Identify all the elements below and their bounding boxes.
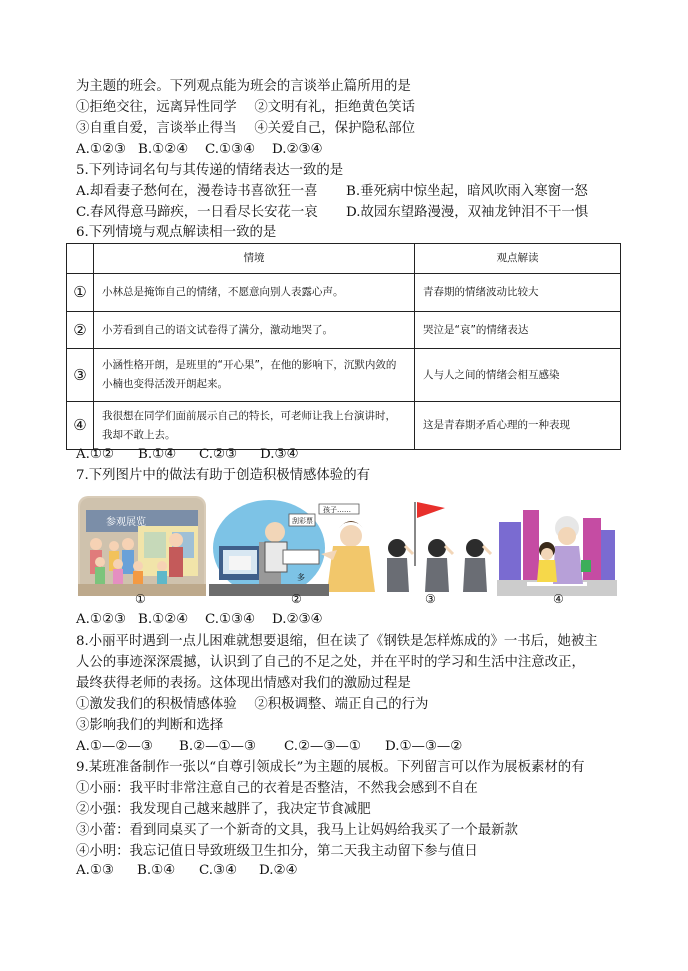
speech-bubble-text: 孩子…… <box>323 506 351 514</box>
row-num: ③ <box>67 349 94 402</box>
q6-option-d: D.③④ <box>260 447 299 462</box>
q4-option-c: C.①③④ <box>205 142 256 157</box>
q8-option-d: D.①—③—② <box>385 739 463 754</box>
q6-stem: 6.下列情境与观点解读相一致的是 <box>76 225 277 240</box>
q5-stem: 5.下列诗词名句与其传递的情绪表达一致的是 <box>76 163 344 178</box>
q9-item-4: ④小明：我忘记值日导致班级卫生扣分，第二天我主动留下参与值日 <box>76 844 478 859</box>
table-row <box>67 312 621 349</box>
q9-item-1: ①小丽：我平时非常注意自己的衣着是否整洁，不然我会感到不自在 <box>76 781 478 796</box>
row-view: 哭泣是“哀”的情绪表达 <box>415 312 621 349</box>
q6-option-a: A.①② <box>76 447 114 462</box>
row-situation: 小芳看到自己的语文试卷得了满分，激动地哭了。 <box>94 312 415 349</box>
row-view: 这是青春期矛盾心理的一种表现 <box>415 402 621 450</box>
q8-option-c: C.②—③—① <box>284 739 361 754</box>
exhibition-sign-text: 参观展览 <box>106 517 146 528</box>
table-row <box>67 274 621 312</box>
picture-caption-2: ② <box>291 592 302 606</box>
q4-option-b: B.①②④ <box>138 142 189 157</box>
q6-table-header <box>67 244 621 274</box>
q9-option-b: B.①④ <box>137 863 176 878</box>
q6-header-num <box>67 244 94 274</box>
q9-item-3: ③小蕾：看到同桌买了一个新奇的文具，我马上让妈妈给我买了一个最新款 <box>76 823 518 838</box>
picture-caption-3: ③ <box>425 592 436 606</box>
q4-option-a: A.①②③ <box>76 142 126 157</box>
q6-header-view: 观点解读 <box>415 244 621 274</box>
q9-item-2: ②小强：我发现自己越来越胖了，我决定节食减肥 <box>76 802 371 817</box>
helping-elder-picture <box>497 496 617 596</box>
q9-option-c: C.③④ <box>199 863 238 878</box>
q4-item-line-1: ①拒绝交往，远离异性同学 ②文明有礼，拒绝黄色笑话 <box>76 100 416 115</box>
q7-option-c: C.①③④ <box>205 612 256 627</box>
q4-stem-line: 为主题的班会。下列观点能为班会的言谈举止篇所用的是 <box>76 79 411 94</box>
q5-option-b: B.垂死病中惊坐起，暗风吹雨入寒窗一怒 <box>346 184 588 199</box>
row-situation: 小涵性格开朗，是班里的“开心果”，在他的影响下，沉默内敛的小楠也变得活泼开朗起来。 <box>94 349 415 402</box>
q6-option-b: B.①④ <box>138 447 177 462</box>
row-num: ① <box>67 274 94 312</box>
q7-stem: 7.下列图片中的做法有助于创造积极情感体验的有 <box>76 468 370 483</box>
q8-stem-line-2: 人公的事迹深深震撼，认识到了自己的不足之处，并在平时的学习和生活中注意改正， <box>76 655 585 670</box>
table-row <box>67 402 621 450</box>
q9-option-d: D.②④ <box>259 863 298 878</box>
q4-item-line-2: ③自重自爱，言谈举止得当 ④关爱自己，保护隐私部位 <box>76 121 416 136</box>
q5-option-d: D.故园东望路漫漫，双袖龙钟泪不干一惧 <box>346 205 589 220</box>
flag-salute-picture <box>387 496 492 596</box>
row-situation: 我很想在同学们面前展示自己的特长，可老师让我上台演讲时，我却不敢上去。 <box>94 402 415 450</box>
q5-option-c: C.春风得意马蹄疾，一日看尽长安花一哀 <box>76 205 318 220</box>
q9-option-a: A.①③ <box>76 863 114 878</box>
row-view: 人与人之间的情绪会相互感染 <box>415 349 621 402</box>
q8-stem-line-1: 8.小丽平时遇到一点儿困难就想要退缩，但在读了《钢铁是怎样炼成的》一书后，她被主 <box>76 634 598 649</box>
q8-option-a: A.①—②—③ <box>76 739 153 754</box>
picture-caption-4: ④ <box>553 592 564 606</box>
lottery-extra-text: 多 <box>297 573 305 582</box>
row-num: ④ <box>67 402 94 450</box>
q8-item-line-2: ③影响我们的判断和选择 <box>76 718 224 733</box>
q8-item-line-1: ①激发我们的积极情感体验 ②积极调整、端正自己的行为 <box>76 697 429 712</box>
q4-option-d: D.②③④ <box>272 142 323 157</box>
lottery-picture <box>209 496 379 596</box>
row-view: 青春期的情绪波动比较大 <box>415 274 621 312</box>
q6-header-situation: 情境 <box>94 244 415 274</box>
exhibition-visit-picture <box>78 496 206 596</box>
row-situation: 小林总是掩饰自己的情绪，不愿意向别人表露心声。 <box>94 274 415 312</box>
q7-option-a: A.①②③ <box>76 612 126 627</box>
q6-table <box>66 243 621 450</box>
lottery-label-text: 刮彩票 <box>292 517 313 525</box>
q8-stem-line-3: 最终获得老师的表扬。这体现出情感对我们的激励过程是 <box>76 676 411 691</box>
table-row <box>67 349 621 402</box>
q7-option-d: D.②③④ <box>272 612 323 627</box>
q9-stem: 9.某班准备制作一张以“自尊引领成长”为主题的展板。下列留言可以作为展板素材的有 <box>76 760 585 775</box>
row-num: ② <box>67 312 94 349</box>
picture-caption-1: ① <box>135 592 146 606</box>
q7-option-b: B.①②④ <box>138 612 189 627</box>
q8-option-b: B.②—①—③ <box>179 739 256 754</box>
q5-option-a: A.却看妻子愁何在，漫卷诗书喜欲狂一喜 <box>76 184 318 199</box>
q6-option-c: C.②③ <box>199 447 238 462</box>
